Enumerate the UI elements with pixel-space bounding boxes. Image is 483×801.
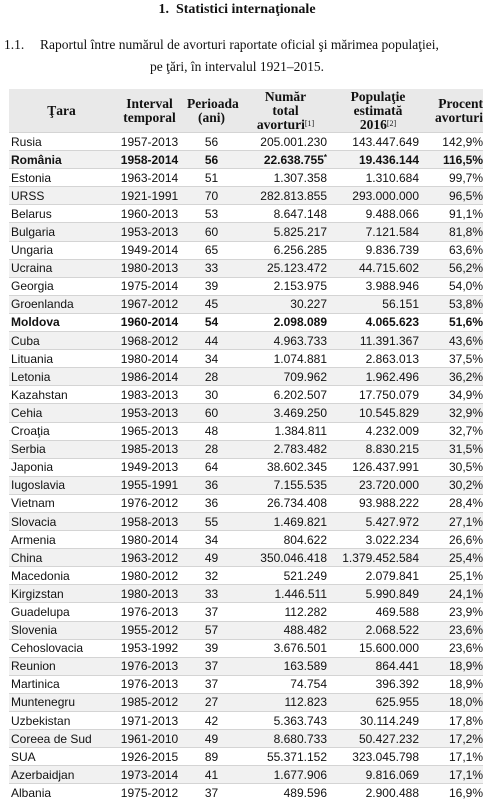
cell-percent: 142,9% [423,133,483,151]
cell-percent: 63,6% [423,241,483,259]
cell-abortions: 6.256.285 [238,241,333,259]
cell-years: 37 [185,675,238,693]
header-period: Perioada (ani) [185,89,238,133]
cell-percent: 32,7% [423,422,483,440]
cell-abortions: 2.783.482 [238,440,333,458]
cell-interval: 1986-2014 [114,368,185,386]
cell-country: China [9,549,114,567]
cell-population: 23.720.000 [333,476,423,494]
table-row [9,766,483,784]
cell-abortions: 1.469.821 [238,512,333,530]
table-row [9,295,483,313]
cell-population: 4.232.009 [333,422,423,440]
cell-interval: 1921-1991 [114,187,185,205]
cell-abortions: 4.963.733 [238,332,333,350]
cell-abortions: 8.647.148 [238,205,333,223]
cell-population: 3.988.946 [333,277,423,295]
cell-abortions: 1.384.811 [238,422,333,440]
cell-percent: 27,1% [423,512,483,530]
cell-country: URSS [9,187,114,205]
cell-abortions: 55.371.152 [238,748,333,766]
table-row [9,512,483,530]
table-header-row [9,89,483,133]
cell-population: 8.830.215 [333,440,423,458]
cell-percent: 30,5% [423,458,483,476]
table-row [9,422,483,440]
cell-abortions: 8.680.733 [238,730,333,748]
cell-years: 49 [185,730,238,748]
cell-percent: 26,6% [423,531,483,549]
cell-interval: 1983-2013 [114,386,185,404]
cell-interval: 1976-2013 [114,675,185,693]
table-row [9,368,483,386]
cell-abortions: 1.307.358 [238,169,333,187]
cell-abortions: 112.282 [238,603,333,621]
cell-percent: 25,4% [423,549,483,567]
cell-years: 51 [185,169,238,187]
caption-number: 1.1. [4,37,25,52]
cell-country: Estonia [9,169,114,187]
table-row [9,585,483,603]
cell-country: Japonia [9,458,114,476]
cell-country: Kirgizstan [9,585,114,603]
cell-population: 30.114.249 [333,712,423,730]
table-row [9,657,483,675]
cell-abortions: 3.469.250 [238,404,333,422]
cell-country: Groenlanda [9,295,114,313]
cell-years: 36 [185,494,238,512]
table-row [9,241,483,259]
cell-years: 55 [185,512,238,530]
cell-population: 323.045.798 [333,748,423,766]
cell-percent: 28,4% [423,494,483,512]
cell-abortions: 488.482 [238,621,333,639]
cell-years: 42 [185,712,238,730]
cell-interval: 1973-2014 [114,766,185,784]
cell-percent: 24,1% [423,585,483,603]
table-row [9,784,483,801]
cell-interval: 1980-2014 [114,350,185,368]
cell-abortions: 163.589 [238,657,333,675]
cell-country: Albania [9,784,114,801]
cell-country: Lituania [9,350,114,368]
cell-population: 7.121.584 [333,223,423,241]
cell-percent: 25,1% [423,567,483,585]
section-heading [0,2,474,18]
cell-abortions: 22.638.755* [238,151,333,169]
cell-population: 44.715.602 [333,259,423,277]
cell-population: 2.068.522 [333,621,423,639]
cell-population: 9.488.066 [333,205,423,223]
cell-years: 49 [185,549,238,567]
cell-country: România [9,151,114,169]
cell-years: 48 [185,422,238,440]
cell-interval: 1985-2013 [114,440,185,458]
cell-years: 64 [185,458,238,476]
cell-years: 60 [185,404,238,422]
cell-country: Guadelupa [9,603,114,621]
cell-percent: 18,9% [423,657,483,675]
cell-percent: 43,6% [423,332,483,350]
cell-percent: 31,5% [423,440,483,458]
cell-population: 864.441 [333,657,423,675]
cell-years: 41 [185,766,238,784]
cell-country: Slovenia [9,621,114,639]
cell-country: Macedonia [9,567,114,585]
cell-population: 11.391.367 [333,332,423,350]
cell-population: 1.310.684 [333,169,423,187]
table-row [9,350,483,368]
header-country: Ţara [9,89,114,133]
cell-interval: 1953-1992 [114,639,185,657]
cell-percent: 81,8% [423,223,483,241]
cell-population: 2.079.841 [333,567,423,585]
cell-country: Kazahstan [9,386,114,404]
cell-percent: 54,0% [423,277,483,295]
table-row [9,476,483,494]
cell-percent: 17,1% [423,766,483,784]
table-row [9,531,483,549]
cell-country: Muntenegru [9,693,114,711]
cell-percent: 23,6% [423,639,483,657]
cell-population: 9.816.069 [333,766,423,784]
cell-abortions: 25.123.472 [238,259,333,277]
cell-country: Reunion [9,657,114,675]
cell-interval: 1955-1991 [114,476,185,494]
cell-population: 2.863.013 [333,350,423,368]
cell-population: 19.436.144 [333,151,423,169]
cell-population: 17.750.079 [333,386,423,404]
cell-population: 56.151 [333,295,423,313]
cell-years: 60 [185,223,238,241]
population-footnote-ref[interactable]: [2] [386,118,397,128]
cell-interval: 1960-2013 [114,205,185,223]
cell-country: Belarus [9,205,114,223]
table-caption-line1 [4,37,439,53]
cell-years: 28 [185,440,238,458]
table-row [9,639,483,657]
footnote-marker: * [323,152,327,162]
cell-population: 10.545.829 [333,404,423,422]
cell-interval: 1985-2012 [114,693,185,711]
cell-percent: 16,9% [423,784,483,801]
cell-population: 1.379.452.584 [333,549,423,567]
cell-population: 9.836.739 [333,241,423,259]
cell-country: Rusia [9,133,114,151]
table-row [9,259,483,277]
cell-years: 54 [185,313,238,331]
cell-abortions: 1.446.511 [238,585,333,603]
cell-years: 56 [185,133,238,151]
cell-percent: 17,8% [423,712,483,730]
cell-interval: 1980-2014 [114,531,185,549]
cell-abortions: 5.363.743 [238,712,333,730]
table-row [9,187,483,205]
cell-interval: 1968-2012 [114,332,185,350]
cell-population: 4.065.623 [333,313,423,331]
table-caption-line2: pe ţări, în intervalul 1921–2015. [150,59,324,74]
table-row [9,404,483,422]
cell-percent: 17,2% [423,730,483,748]
cell-years: 33 [185,585,238,603]
cell-abortions: 2.153.975 [238,277,333,295]
cell-percent: 36,2% [423,368,483,386]
cell-years: 37 [185,784,238,801]
cell-percent: 91,1% [423,205,483,223]
cell-country: Coreea de Sud [9,730,114,748]
cell-interval: 1976-2013 [114,603,185,621]
table-row [9,458,483,476]
cell-years: 39 [185,277,238,295]
cell-population: 625.955 [333,693,423,711]
cell-abortions: 3.676.501 [238,639,333,657]
cell-country: Cehia [9,404,114,422]
cell-percent: 53,8% [423,295,483,313]
cell-interval: 1963-2012 [114,549,185,567]
cell-abortions: 5.825.217 [238,223,333,241]
cell-abortions: 282.813.855 [238,187,333,205]
cell-abortions: 38.602.345 [238,458,333,476]
cell-interval: 1980-2013 [114,585,185,603]
cell-interval: 1926-2015 [114,748,185,766]
abortion-statistics-table [9,89,483,801]
cell-years: 36 [185,476,238,494]
cell-population: 3.022.234 [333,531,423,549]
cell-years: 53 [185,205,238,223]
cell-country: Cuba [9,332,114,350]
cell-years: 44 [185,332,238,350]
cell-interval: 1960-2014 [114,313,185,331]
cell-percent: 96,5% [423,187,483,205]
cell-country: Cehoslovacia [9,639,114,657]
cell-abortions: 2.098.089 [238,313,333,331]
cell-abortions: 1.677.906 [238,766,333,784]
cell-country: Bulgaria [9,223,114,241]
table-row [9,603,483,621]
table-row [9,332,483,350]
cell-years: 28 [185,368,238,386]
cell-interval: 1975-2012 [114,784,185,801]
table-row [9,440,483,458]
cell-percent: 56,2% [423,259,483,277]
cell-abortions: 7.155.535 [238,476,333,494]
cell-interval: 1980-2013 [114,259,185,277]
cell-abortions: 205.001.230 [238,133,333,151]
cell-abortions: 112.823 [238,693,333,711]
table-row [9,277,483,295]
cell-abortions: 804.622 [238,531,333,549]
cell-interval: 1980-2012 [114,567,185,585]
table-row [9,549,483,567]
table-row [9,386,483,404]
cell-abortions: 489.596 [238,784,333,801]
header-population: Populaţie estimată 2016[2] [333,89,423,133]
cell-years: 37 [185,603,238,621]
cell-interval: 1958-2014 [114,151,185,169]
cell-interval: 1976-2013 [114,657,185,675]
cell-country: Georgia [9,277,114,295]
header-abortions: Număr total avorturi[1] [238,89,333,133]
table-row [9,169,483,187]
cell-population: 5.427.972 [333,512,423,530]
cell-population: 2.900.488 [333,784,423,801]
section-number: 1. [158,2,169,17]
cell-percent: 18,0% [423,693,483,711]
cell-abortions: 709.962 [238,368,333,386]
cell-years: 89 [185,748,238,766]
cell-population: 5.990.849 [333,585,423,603]
table-row [9,748,483,766]
cell-country: Martinica [9,675,114,693]
cell-years: 65 [185,241,238,259]
cell-interval: 1961-2010 [114,730,185,748]
cell-abortions: 74.754 [238,675,333,693]
cell-country: SUA [9,748,114,766]
cell-interval: 1965-2013 [114,422,185,440]
cell-years: 33 [185,259,238,277]
cell-population: 126.437.991 [333,458,423,476]
cell-interval: 1963-2014 [114,169,185,187]
section-title: Statistici internaţionale [175,2,316,17]
cell-percent: 23,6% [423,621,483,639]
cell-years: 27 [185,693,238,711]
cell-population: 293.000.000 [333,187,423,205]
cell-country: Letonia [9,368,114,386]
cell-years: 32 [185,567,238,585]
cell-interval: 1971-2013 [114,712,185,730]
cell-country: Azerbaidjan [9,766,114,784]
cell-country: Armenia [9,531,114,549]
cell-years: 34 [185,531,238,549]
cell-country: Uzbekistan [9,712,114,730]
cell-interval: 1949-2013 [114,458,185,476]
cell-country: Iugoslavia [9,476,114,494]
table-row [9,223,483,241]
cell-interval: 1949-2014 [114,241,185,259]
cell-interval: 1976-2012 [114,494,185,512]
table-row [9,313,483,331]
cell-percent: 32,9% [423,404,483,422]
cell-years: 57 [185,621,238,639]
cell-years: 70 [185,187,238,205]
cell-interval: 1975-2014 [114,277,185,295]
table-row [9,730,483,748]
table-row [9,151,483,169]
cell-population: 50.427.232 [333,730,423,748]
cell-abortions: 521.249 [238,567,333,585]
cell-country: Ungaria [9,241,114,259]
cell-population: 396.392 [333,675,423,693]
cell-interval: 1967-2012 [114,295,185,313]
cell-population: 93.988.222 [333,494,423,512]
cell-abortions: 6.202.507 [238,386,333,404]
cell-percent: 116,5% [423,151,483,169]
cell-years: 45 [185,295,238,313]
cell-percent: 99,7% [423,169,483,187]
header-interval: Interval temporal [114,89,185,133]
cell-abortions: 350.046.418 [238,549,333,567]
cell-percent: 51,6% [423,313,483,331]
cell-abortions: 1.074.881 [238,350,333,368]
cell-interval: 1957-2013 [114,133,185,151]
cell-years: 39 [185,639,238,657]
abortions-footnote-ref[interactable]: [1] [304,118,315,128]
cell-years: 37 [185,657,238,675]
table-row [9,712,483,730]
cell-years: 30 [185,386,238,404]
cell-country: Serbia [9,440,114,458]
cell-abortions: 26.734.408 [238,494,333,512]
cell-population: 1.962.496 [333,368,423,386]
cell-percent: 18,9% [423,675,483,693]
cell-percent: 34,9% [423,386,483,404]
cell-percent: 17,1% [423,748,483,766]
table-row [9,693,483,711]
header-percent: Procent avorturi [423,89,483,133]
cell-interval: 1955-2012 [114,621,185,639]
table-row [9,494,483,512]
cell-country: Ucraina [9,259,114,277]
cell-country: Slovacia [9,512,114,530]
table-row [9,675,483,693]
caption-text-line1: Raportul între numărul de avorturi raportate oficial şi mărimea populaţiei, [40,37,439,52]
table-row [9,205,483,223]
cell-population: 15.600.000 [333,639,423,657]
cell-country: Croaţia [9,422,114,440]
cell-years: 56 [185,151,238,169]
table-row [9,621,483,639]
cell-interval: 1958-2013 [114,512,185,530]
table-row [9,567,483,585]
cell-population: 143.447.649 [333,133,423,151]
cell-percent: 23,9% [423,603,483,621]
cell-percent: 30,2% [423,476,483,494]
cell-country: Vietnam [9,494,114,512]
cell-interval: 1953-2013 [114,223,185,241]
cell-abortions: 30.227 [238,295,333,313]
table-row [9,133,483,151]
cell-percent: 37,5% [423,350,483,368]
cell-interval: 1953-2013 [114,404,185,422]
cell-country: Moldova [9,313,114,331]
cell-population: 469.588 [333,603,423,621]
cell-years: 34 [185,350,238,368]
